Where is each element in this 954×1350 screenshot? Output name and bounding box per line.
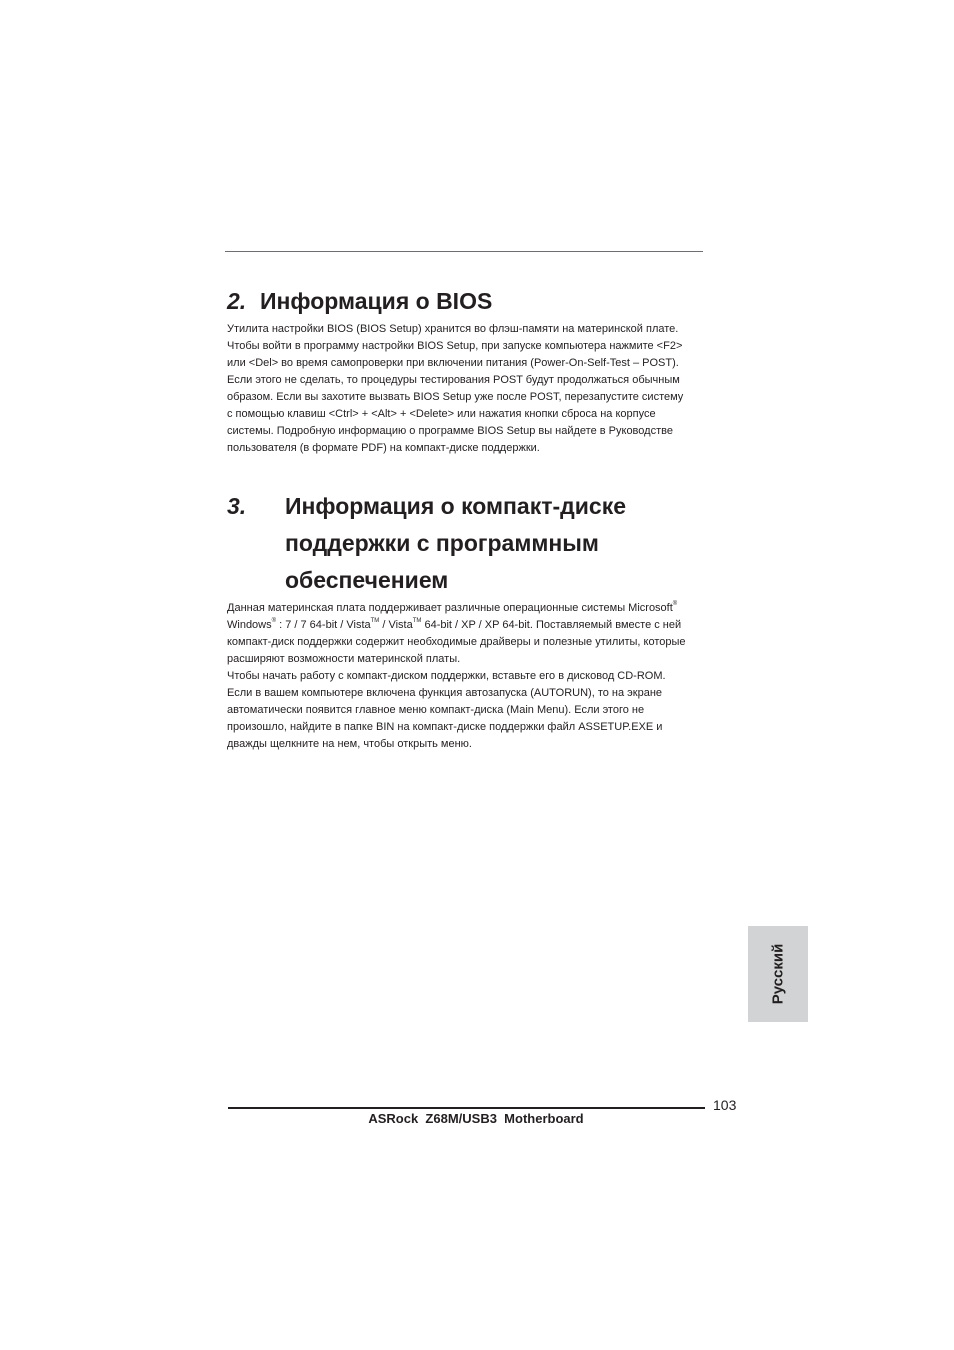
language-tab: [748, 926, 808, 1022]
section-2-line: пользователя (в формате PDF) на компакт-диске поддержки.: [227, 442, 540, 454]
registered-mark: ®: [672, 601, 678, 608]
section-3-line: Данная материнская плата поддерживает различные операционные системы Microsoft: [227, 602, 673, 614]
footer-divider: [228, 1107, 705, 1109]
section-2-paragraph: [227, 321, 702, 457]
section-2-line: или <Del> во время самопроверки при включении питания (Power-On-Self-Test – POST).: [227, 357, 679, 369]
section-3-line: / Vista: [379, 619, 413, 631]
section-2-line: Чтобы войти в программу настройки BIOS Setup, при запуске компьютера нажмите <F2>: [227, 340, 683, 352]
section-2-number: 2.: [227, 288, 247, 314]
section-3-line: Windows: [227, 619, 272, 631]
section-3-line: Если в вашем компьютере включена функция автозапуска (AUTORUN), то на экране: [227, 687, 663, 699]
language-tab-label: Русский: [769, 943, 787, 1005]
section-3-paragraph-2: [227, 668, 702, 753]
section-2-line: системы. Подробную информацию о программе BIOS Setup вы найдете в Руководстве: [227, 425, 673, 437]
section-3-line: дважды щелкните на нем, чтобы открыть меню.: [227, 738, 472, 750]
footer-product-name: ASRock Z68M/USB3 Motherboard: [368, 1111, 584, 1126]
section-3-title-line: Информация о компакт-диске: [285, 493, 626, 519]
section-2-line: с помощью клавиш <Ctrl> + <Alt> + <Delete> или нажатия кнопки сброса на корпусе: [227, 408, 656, 420]
section-3-line: : 7 / 7 64-bit / Vista: [276, 619, 371, 631]
section-2-heading: [227, 286, 492, 316]
section-3-number: 3.: [227, 493, 247, 519]
registered-mark: ®: [271, 618, 277, 625]
section-3-paragraph-1: [227, 600, 702, 668]
section-3-line: Чтобы начать работу с компакт-диском поддержки, вставьте его в дисковод CD-ROM.: [227, 670, 666, 682]
top-divider: [225, 251, 703, 252]
section-2-line: Если этого не сделать, то процедуры тестирования POST будут продолжаться обычным: [227, 374, 680, 386]
trademark-mark: TM: [370, 618, 380, 625]
section-2-line: образом. Если вы захотите вызвать BIOS Setup уже после POST, перезапустите систему: [227, 391, 684, 403]
section-3-line: автоматически появится главное меню компакт-диска (Main Menu). Если этого не: [227, 704, 645, 716]
trademark-mark: TM: [412, 618, 422, 625]
page-number: 103: [713, 1097, 737, 1113]
section-3-line: произошло, найдите в папке BIN на компакт-диске поддержки файл ASSETUP.EXE и: [227, 721, 663, 733]
section-3-title-line: поддержки с программным: [285, 530, 599, 556]
section-2-title: Информация о BIOS: [260, 288, 493, 314]
section-3-title-line: обеспечением: [285, 567, 449, 593]
section-3-line: компакт-диск поддержки содержит необходимые драйверы и полезные утилиты, которые: [227, 636, 686, 648]
section-2-line: Утилита настройки BIOS (BIOS Setup) хранится во флэш-памяти на материнской плате.: [227, 323, 679, 335]
section-3-title: [285, 488, 725, 599]
section-3-line: расширяют возможности материнской платы.: [227, 653, 461, 665]
section-3-line: 64-bit / XP / XP 64-bit. Поставляемый вместе с ней: [421, 619, 682, 631]
